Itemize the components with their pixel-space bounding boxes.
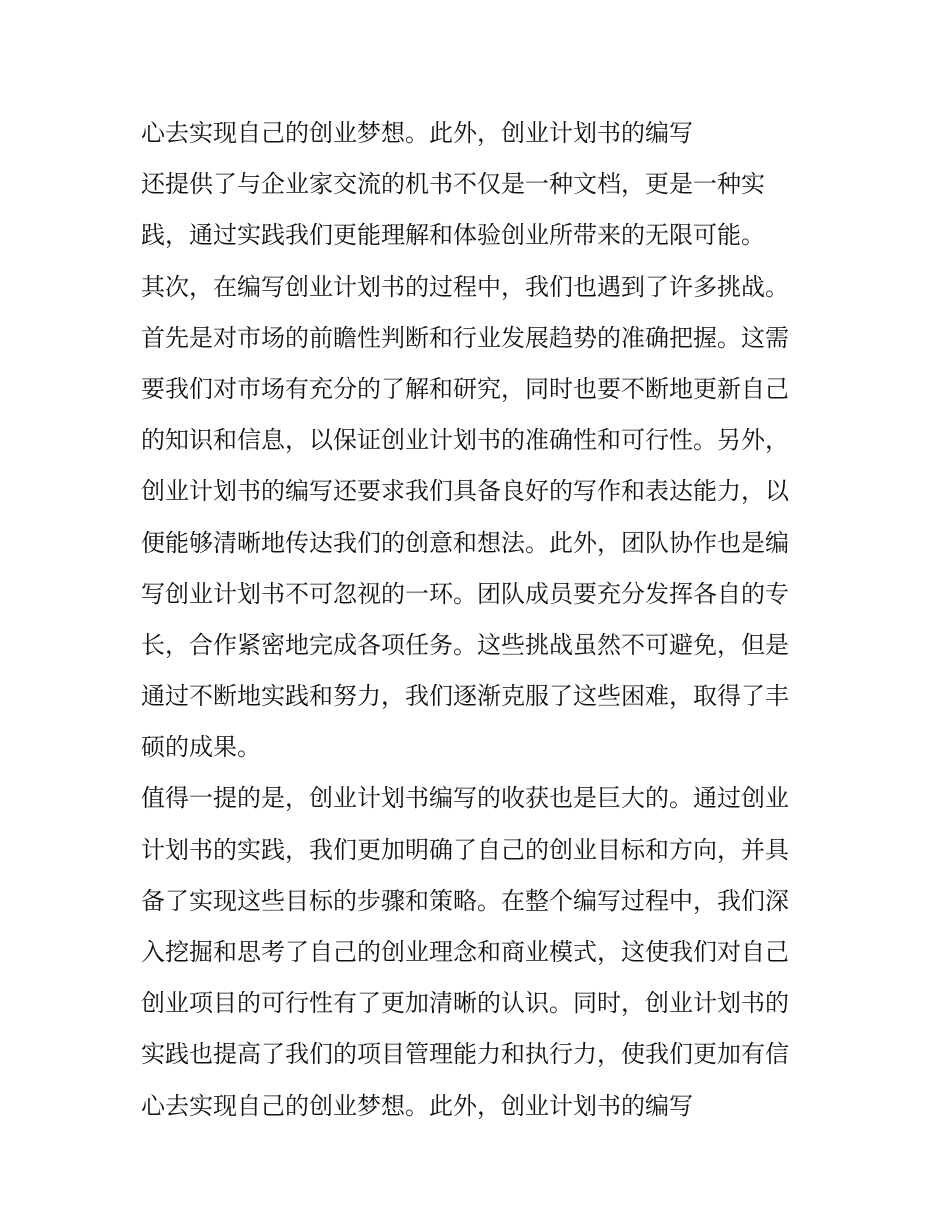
- text-line-7: 的知识和信息，以保证创业计划书的准确性和可行性。另外，: [141, 426, 789, 455]
- text-line-13: 硕的成果。: [141, 733, 261, 762]
- text-line-9: 便能够清晰地传达我们的创意和想法。此外，团队协作也是编: [141, 528, 789, 557]
- text-line-19: 实践也提高了我们的项目管理能力和执行力，使我们更加有信: [141, 1040, 789, 1069]
- text-line-6: 要我们对市场有充分的了解和研究，同时也要不断地更新自己: [141, 374, 789, 403]
- text-line-4: 其次，在编写创业计划书的过程中，我们也遇到了许多挑战。: [141, 272, 789, 301]
- text-line-14: 值得一提的是，创业计划书编写的收获也是巨大的。通过创业: [141, 784, 789, 813]
- text-line-3: 践，通过实践我们更能理解和体验创业所带来的无限可能。: [141, 221, 765, 250]
- text-line-11: 长，合作紧密地完成各项任务。这些挑战虽然不可避免，但是: [141, 630, 789, 659]
- text-line-8: 创业计划书的编写还要求我们具备良好的写作和表达能力，以: [141, 477, 789, 506]
- text-line-15: 计划书的实践，我们更加明确了自己的创业目标和方向，并具: [141, 835, 789, 864]
- text-line-16: 备了实现这些目标的步骤和策略。在整个编写过程中，我们深: [141, 886, 789, 915]
- text-line-20: 心去实现自己的创业梦想。此外，创业计划书的编写: [141, 1091, 693, 1120]
- text-line-18: 创业项目的可行性有了更加清晰的认识。同时，创业计划书的: [141, 989, 789, 1018]
- text-line-2: 还提供了与企业家交流的机书不仅是一种文档，更是一种实: [141, 170, 765, 199]
- text-line-1: 心去实现自己的创业梦想。此外，创业计划书的编写: [141, 119, 693, 147]
- text-line-10: 写创业计划书不可忽视的一环。团队成员要充分发挥各自的专: [141, 579, 789, 608]
- body-text: [141, 108, 821, 1132]
- text-line-17: 入挖掘和思考了自己的创业理念和商业模式，这使我们对自己: [141, 938, 789, 966]
- text-line-12: 通过不断地实践和努力，我们逐渐克服了这些困难，取得了丰: [141, 682, 789, 711]
- text-line-5: 首先是对市场的前瞻性判断和行业发展趋势的准确把握。这需: [141, 323, 789, 352]
